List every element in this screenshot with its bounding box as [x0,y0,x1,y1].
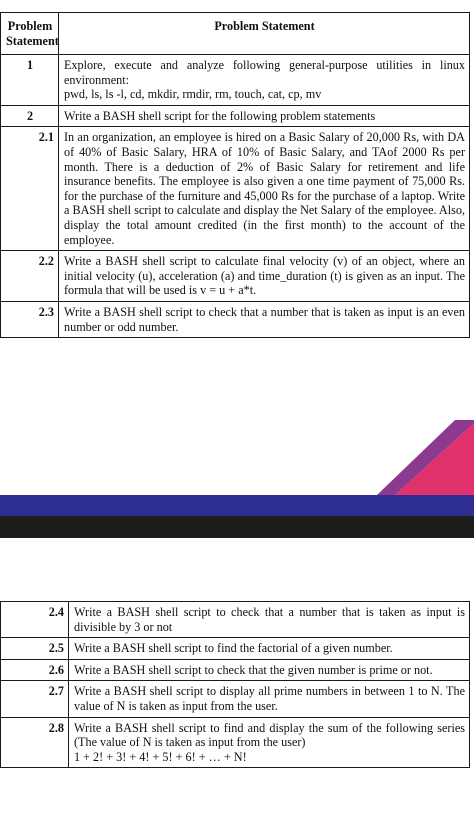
row-statement [69,717,470,768]
header-col-number: Problem Statement [1,13,59,55]
row-statement: Write a BASH shell script for the following problem statements [59,105,470,127]
table-row [1,251,470,302]
row-number: 2.2 [1,251,59,302]
table-row [1,602,470,638]
row-statement: In an organization, an employee is hired on a Basic Salary of 20,000 Rs, with DA of 40% of Basic Salary, HRA of 10% of Basic Salary, and TAof 2000 Rs per month. There is a deduction of 2% of Basic Salary for retirement and life insurance benefits. The employee is also given a one time payment of 75,000 Rs. for the purchase of the furniture and 45,000 Rs for the purchase of a laptop. Write a BASH shell script to calculate and display the Net Salary of the employee. Also, display the total amount credited (in the first month) to the account of the employee. [59,127,470,251]
table-row [1,717,470,768]
row-statement: Write a BASH shell script to check that the given number is prime or not. [69,659,470,681]
row-statement: Write a BASH shell script to check that a number that is taken as input is divisible by 3 or not [69,602,470,638]
table-row [1,681,470,717]
row-statement: Write a BASH shell script to find the factorial of a given number. [69,638,470,660]
row-number: 2.1 [1,127,59,251]
table-row [1,301,470,337]
row-statement: Write a BASH shell script to check that a number that is taken as input is an even number or odd number. [59,301,470,337]
header-col-statement: Problem Statement [59,13,470,55]
row-statement-commands: pwd, ls, ls -l, cd, mkdir, rmdir, rm, touch, cat, cp, mv [64,87,322,102]
row-statement: Write a BASH shell script to display all prime numbers in between 1 to N. The value of N is taken as input from the user. [69,681,470,717]
row-statement-text: Explore, execute and analyze following general-purpose utilities in linux environment: [64,58,465,87]
row-number: 2.7 [1,681,69,717]
row-statement-series: 1 + 2! + 3! + 4! + 5! + 6! + … + N! [74,749,247,764]
row-statement-text: Write a BASH shell script to find and display the sum of the following series (The value of N is taken as input from the user) [74,720,465,750]
row-number: 2.3 [1,301,59,337]
table-row [1,127,470,251]
row-number: 2.5 [1,638,69,660]
row-statement [59,55,470,106]
row-number: 2.8 [1,717,69,768]
table-row [1,659,470,681]
table-row [1,55,470,106]
table-header-row [1,13,470,55]
banner-dark-band [0,516,474,538]
row-number: 2.4 [1,602,69,638]
row-number: 1 [1,55,59,106]
row-number: 2 [1,105,59,127]
problem-table-bottom [0,601,470,768]
row-statement: Write a BASH shell script to calculate final velocity (v) of an object, where an initial velocity (u), acceleration (a) and time_duration (t) is given as an input. The formula that will be used is v = u + a*t. [59,251,470,302]
row-number: 2.6 [1,659,69,681]
table-row [1,105,470,127]
banner-blue-band [0,495,474,516]
table-row [1,638,470,660]
problem-table-top [0,12,470,338]
